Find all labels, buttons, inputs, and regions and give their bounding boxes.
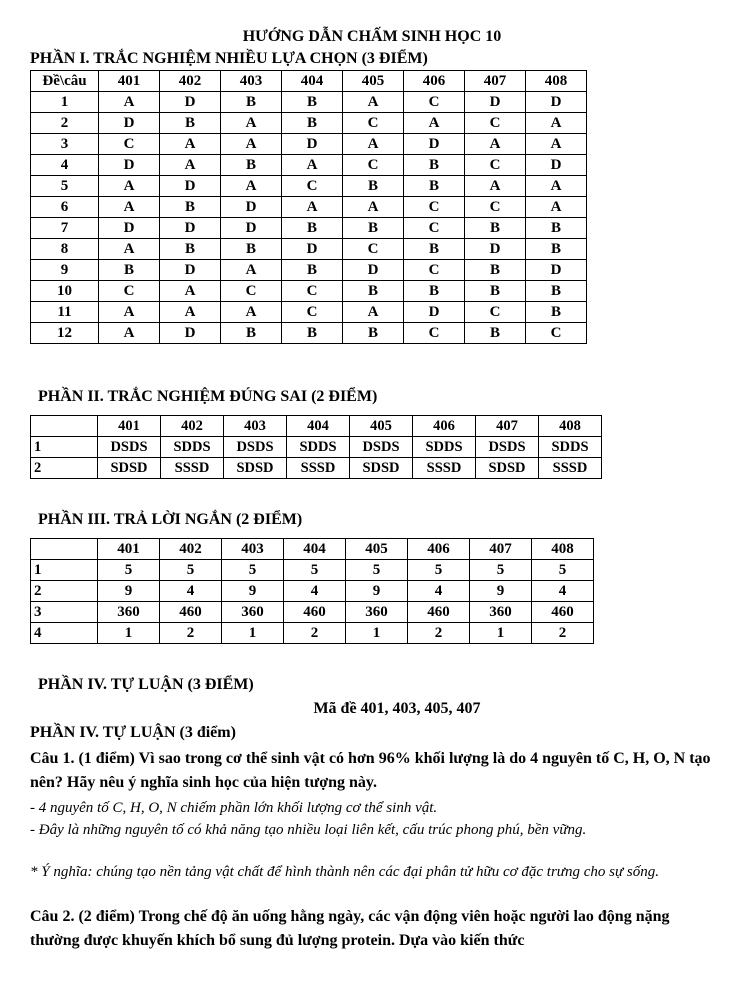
answer-cell: SDSD [224, 458, 287, 479]
answer-cell: B [526, 302, 587, 323]
answer-cell: D [221, 197, 282, 218]
table-header-row [31, 539, 594, 560]
answer-cell: SDSD [98, 458, 161, 479]
table-row [31, 176, 587, 197]
exam-code-header: 407 [470, 539, 532, 560]
answer-cell: A [526, 134, 587, 155]
table-row [31, 437, 602, 458]
answer-cell: A [221, 302, 282, 323]
answer-cell: DSDS [476, 437, 539, 458]
answer-cell: D [343, 260, 404, 281]
answer-cell: DSDS [224, 437, 287, 458]
answer-cell: A [160, 302, 221, 323]
answer-cell: A [99, 92, 160, 113]
answer-cell: B [465, 281, 526, 302]
answer-line-3: * Ý nghĩa: chúng tạo nền tảng vật chất để hình thành nên các đại phân tử hữu cơ đặc trưng cho sự sống. [30, 864, 659, 880]
answer-cell: A [526, 176, 587, 197]
question-number-cell: 6 [31, 197, 99, 218]
answer-cell: 5 [532, 560, 594, 581]
question-number-cell: 3 [31, 134, 99, 155]
answer-cell: 460 [408, 602, 470, 623]
answer-cell: B [160, 113, 221, 134]
answer-cell: SDDS [413, 437, 476, 458]
answer-cell: C [99, 281, 160, 302]
answer-cell: C [282, 176, 343, 197]
answer-cell: D [526, 155, 587, 176]
answer-cell: 1 [346, 623, 408, 644]
question-number-cell: 9 [31, 260, 99, 281]
exam-code-header: 402 [160, 71, 221, 92]
answer-cell: A [343, 302, 404, 323]
part2-answer-table [30, 415, 602, 479]
exam-code-header: 407 [476, 416, 539, 437]
answer-cell: A [221, 176, 282, 197]
table-row [31, 260, 587, 281]
question-number-cell: 8 [31, 239, 99, 260]
table-row [31, 197, 587, 218]
answer-cell: B [343, 323, 404, 344]
answer-cell: A [465, 134, 526, 155]
answer-cell: D [160, 176, 221, 197]
answer-cell: SDDS [287, 437, 350, 458]
answer-cell: D [160, 92, 221, 113]
answer-cell: 460 [532, 602, 594, 623]
answer-cell: 5 [408, 560, 470, 581]
answer-cell: 1 [98, 623, 160, 644]
part3-answer-table [30, 538, 594, 644]
answer-cell: C [99, 134, 160, 155]
answer-cell: A [465, 176, 526, 197]
question-number-cell: 10 [31, 281, 99, 302]
table-header-row [31, 71, 587, 92]
answer-cell: B [526, 281, 587, 302]
answer-cell: 460 [284, 602, 346, 623]
exam-code-header: 408 [526, 71, 587, 92]
answer-cell: A [343, 92, 404, 113]
part2-heading: PHẦN II. TRẮC NGHIỆM ĐÚNG SAI (2 ĐIỂM) [38, 388, 378, 405]
answer-cell: D [99, 113, 160, 134]
answer-cell: A [160, 155, 221, 176]
answer-cell: 4 [532, 581, 594, 602]
answer-cell: B [343, 218, 404, 239]
answer-cell: C [343, 155, 404, 176]
answer-cell: A [99, 176, 160, 197]
exam-code-header: 406 [408, 539, 470, 560]
answer-cell: 4 [160, 581, 222, 602]
answer-cell: 9 [346, 581, 408, 602]
answer-cell: 5 [160, 560, 222, 581]
answer-cell: A [99, 323, 160, 344]
exam-code-header: 403 [221, 71, 282, 92]
answer-cell: B [465, 218, 526, 239]
answer-cell: D [221, 218, 282, 239]
answer-cell: C [221, 281, 282, 302]
answer-cell: 460 [160, 602, 222, 623]
answer-cell: D [160, 218, 221, 239]
answer-cell: 9 [98, 581, 160, 602]
answer-cell: B [282, 113, 343, 134]
answer-cell: D [465, 92, 526, 113]
answer-cell: SDDS [539, 437, 602, 458]
question-number-cell: 4 [31, 155, 99, 176]
answer-cell: B [221, 92, 282, 113]
answer-cell: 9 [222, 581, 284, 602]
header-corner-cell: Đề\câu [31, 71, 99, 92]
answer-cell: DSDS [350, 437, 413, 458]
question-number-cell: 2 [31, 113, 99, 134]
question-number-cell: 1 [31, 560, 98, 581]
answer-cell: D [404, 134, 465, 155]
answer-cell: A [99, 302, 160, 323]
question-number-cell: 5 [31, 176, 99, 197]
answer-cell: B [343, 176, 404, 197]
answer-cell: C [404, 260, 465, 281]
exam-code-header: 404 [282, 71, 343, 92]
answer-cell: SSSD [161, 458, 224, 479]
question-number-cell: 12 [31, 323, 99, 344]
question-2: Câu 2. (2 điểm) Trong chế độ ăn uống hằng ngày, các vận động viên hoặc người lao động nặng thường được khuyến khích bổ sung đủ lượng protein. Dựa vào kiến thức [30, 908, 670, 949]
answer-cell: C [343, 239, 404, 260]
answer-cell: SDSD [476, 458, 539, 479]
table-header-row [31, 416, 602, 437]
answer-cell: 5 [284, 560, 346, 581]
answer-cell: C [465, 155, 526, 176]
answer-cell: 2 [532, 623, 594, 644]
exam-code-header: 405 [346, 539, 408, 560]
answer-cell: D [160, 260, 221, 281]
exam-code-header: 403 [224, 416, 287, 437]
answer-cell: A [404, 113, 465, 134]
answer-cell: B [282, 323, 343, 344]
answer-cell: C [465, 302, 526, 323]
header-corner-cell [31, 539, 98, 560]
question-1: Câu 1. (1 điểm) Vì sao trong cơ thể sinh vật có hơn 96% khối lượng là do 4 nguyên tố C, H, O, N tạo nên? Hãy nêu ý nghĩa sinh học của hiện tượng này. [30, 750, 711, 791]
answer-cell: C [404, 323, 465, 344]
table-row [31, 602, 594, 623]
answer-cell: D [465, 239, 526, 260]
answer-cell: A [160, 281, 221, 302]
answer-cell: C [404, 197, 465, 218]
answer-cell: D [160, 323, 221, 344]
exam-code-header: 403 [222, 539, 284, 560]
answer-cell: A [221, 113, 282, 134]
part4-subheading: PHẦN IV. TỰ LUẬN (3 điểm) [30, 724, 236, 741]
part3-heading: PHẦN III. TRẢ LỜI NGẮN (2 ĐIỂM) [38, 511, 303, 528]
answer-cell: 5 [470, 560, 532, 581]
answer-cell: A [343, 134, 404, 155]
answer-cell: 360 [470, 602, 532, 623]
answer-cell: B [526, 239, 587, 260]
answer-cell: 5 [98, 560, 160, 581]
question-number-cell: 1 [31, 92, 99, 113]
exam-code-header: 406 [413, 416, 476, 437]
exam-codes-line: Mã đề 401, 403, 405, 407 [313, 700, 481, 717]
answer-cell: 5 [346, 560, 408, 581]
answer-cell: B [160, 197, 221, 218]
table-row [31, 581, 594, 602]
header-corner-cell [31, 416, 98, 437]
answer-cell: A [282, 155, 343, 176]
answer-cell: D [99, 155, 160, 176]
exam-code-header: 406 [404, 71, 465, 92]
answer-cell: A [343, 197, 404, 218]
answer-cell: B [465, 260, 526, 281]
question-number-cell: 2 [31, 581, 98, 602]
answer-cell: C [282, 281, 343, 302]
answer-cell: B [282, 218, 343, 239]
answer-cell: 5 [222, 560, 284, 581]
answer-cell: SDDS [161, 437, 224, 458]
part1-answer-table [30, 70, 587, 344]
answer-cell: 2 [408, 623, 470, 644]
table-row [31, 134, 587, 155]
answer-cell: C [526, 323, 587, 344]
answer-cell: B [221, 323, 282, 344]
exam-code-header: 407 [465, 71, 526, 92]
answer-cell: 4 [408, 581, 470, 602]
exam-code-header: 405 [350, 416, 413, 437]
answer-cell: D [282, 134, 343, 155]
question-number-cell: 7 [31, 218, 99, 239]
question-number-cell: 1 [31, 437, 98, 458]
answer-cell: SSSD [539, 458, 602, 479]
answer-cell: 1 [470, 623, 532, 644]
answer-cell: D [282, 239, 343, 260]
exam-code-header: 404 [287, 416, 350, 437]
answer-cell: 360 [98, 602, 160, 623]
answer-cell: B [404, 155, 465, 176]
answer-cell: A [282, 197, 343, 218]
exam-code-header: 408 [532, 539, 594, 560]
table-row [31, 302, 587, 323]
answer-cell: A [99, 239, 160, 260]
exam-code-header: 401 [99, 71, 160, 92]
answer-cell: D [404, 302, 465, 323]
answer-cell: B [404, 239, 465, 260]
table-row [31, 281, 587, 302]
exam-code-header: 402 [161, 416, 224, 437]
answer-cell: C [282, 302, 343, 323]
answer-cell: SSSD [413, 458, 476, 479]
answer-cell: A [221, 260, 282, 281]
exam-code-header: 404 [284, 539, 346, 560]
table-row [31, 239, 587, 260]
answer-line-2: - Đây là những nguyên tố có khả năng tạo nhiều loại liên kết, cấu trúc phong phú, bền vững. [30, 822, 587, 838]
answer-cell: C [404, 92, 465, 113]
question-number-cell: 11 [31, 302, 99, 323]
answer-cell: A [99, 197, 160, 218]
answer-line-1: - 4 nguyên tố C, H, O, N chiếm phần lớn khối lượng cơ thể sinh vật. [30, 800, 438, 816]
answer-cell: B [221, 239, 282, 260]
answer-cell: 360 [222, 602, 284, 623]
answer-cell: 2 [160, 623, 222, 644]
table-row [31, 323, 587, 344]
answer-cell: B [465, 323, 526, 344]
table-row [31, 458, 602, 479]
question-number-cell: 4 [31, 623, 98, 644]
answer-cell: B [221, 155, 282, 176]
exam-code-header: 401 [98, 539, 160, 560]
exam-code-header: 408 [539, 416, 602, 437]
answer-cell: A [526, 113, 587, 134]
answer-cell: 1 [222, 623, 284, 644]
part4-heading: PHẦN IV. TỰ LUẬN (3 ĐIỂM) [38, 676, 254, 693]
answer-cell: A [526, 197, 587, 218]
table-row [31, 92, 587, 113]
answer-cell: C [465, 197, 526, 218]
table-row [31, 560, 594, 581]
answer-cell: C [404, 218, 465, 239]
table-row [31, 155, 587, 176]
answer-cell: 360 [346, 602, 408, 623]
answer-cell: SSSD [287, 458, 350, 479]
exam-code-header: 401 [98, 416, 161, 437]
answer-cell: SDSD [350, 458, 413, 479]
table-row [31, 218, 587, 239]
answer-cell: B [282, 92, 343, 113]
exam-code-header: 405 [343, 71, 404, 92]
answer-cell: B [160, 239, 221, 260]
answer-cell: B [282, 260, 343, 281]
table-row [31, 623, 594, 644]
question-number-cell: 3 [31, 602, 98, 623]
answer-cell: A [160, 134, 221, 155]
answer-cell: C [465, 113, 526, 134]
part1-heading: PHẦN I. TRẮC NGHIỆM NHIỀU LỰA CHỌN (3 ĐIỂM) [30, 50, 428, 67]
answer-cell: A [221, 134, 282, 155]
answer-cell: D [99, 218, 160, 239]
answer-cell: 2 [284, 623, 346, 644]
answer-cell: D [526, 92, 587, 113]
answer-cell: B [343, 281, 404, 302]
exam-code-header: 402 [160, 539, 222, 560]
answer-cell: B [99, 260, 160, 281]
document-title: HƯỚNG DẪN CHẤM SINH HỌC 10 [242, 28, 502, 45]
answer-cell: C [343, 113, 404, 134]
question-number-cell: 2 [31, 458, 98, 479]
table-row [31, 113, 587, 134]
answer-cell: B [526, 218, 587, 239]
answer-cell: B [404, 176, 465, 197]
answer-cell: DSDS [98, 437, 161, 458]
answer-cell: 4 [284, 581, 346, 602]
answer-cell: D [526, 260, 587, 281]
answer-cell: 9 [470, 581, 532, 602]
answer-cell: B [404, 281, 465, 302]
